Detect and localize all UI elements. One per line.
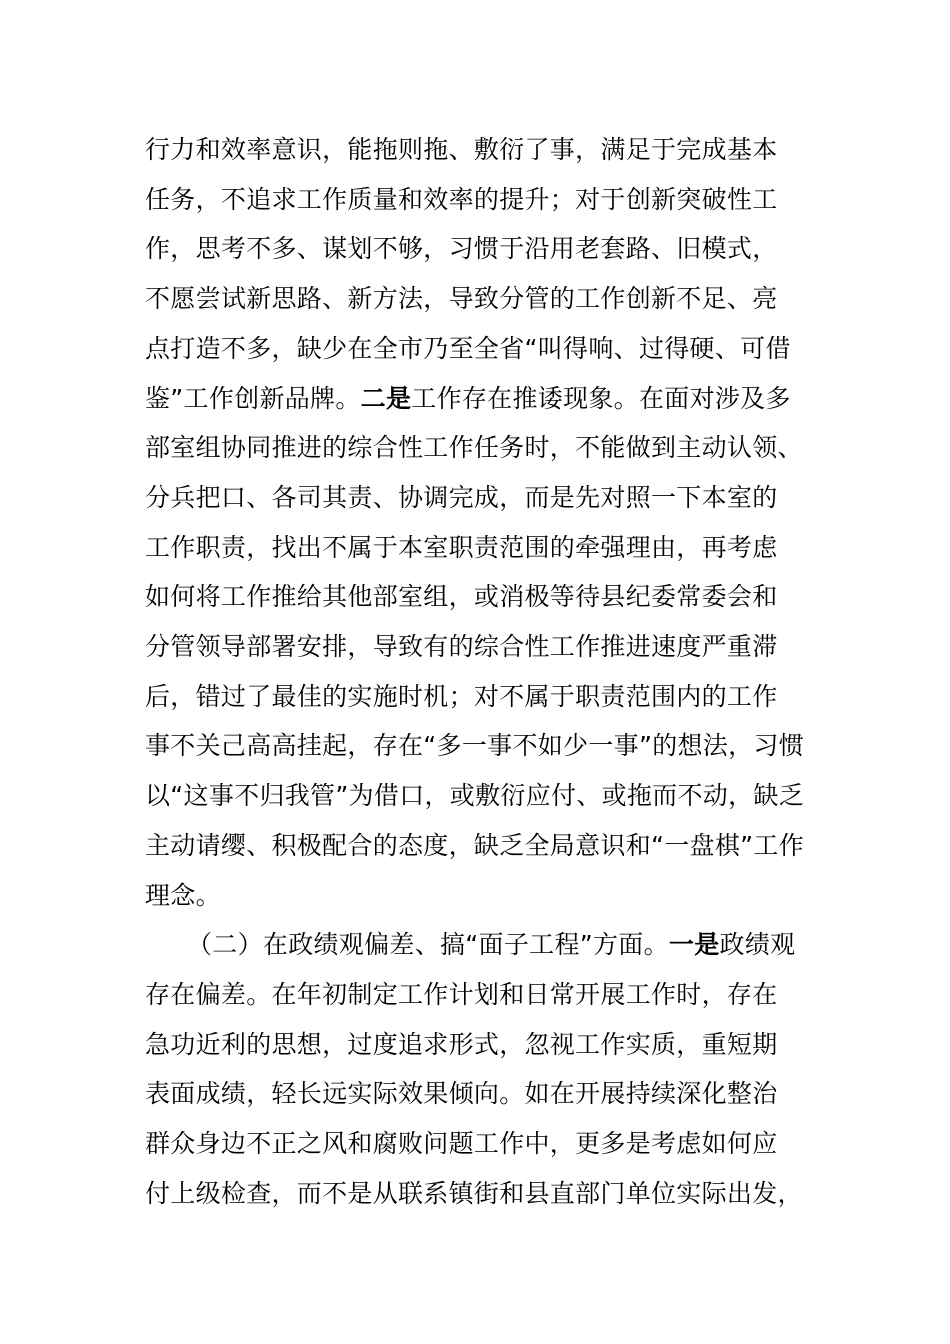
text-segment: 任务，不追求工作质量和效率的提升；对于创新突破性工 [145, 184, 778, 214]
text-segment: 行力和效率意识，能拖则拖、敷衍了事，满足于完成基本 [145, 135, 778, 164]
text-segment: 以“这事不归我管”为借口，或敷衍应付、或拖而不动，缺乏 [145, 781, 805, 811]
bold-lead-text: 一是 [668, 930, 720, 960]
text-segment: 急功近利的思想，过度追求形式，忽视工作实质，重短期 [145, 1029, 778, 1059]
text-line [145, 282, 778, 316]
text-line [145, 431, 803, 465]
text-segment: 工作存在推诿现象。在面对涉及多 [411, 383, 791, 413]
text-segment: 部室组协同推进的综合性工作任务时，不能做到主动认领、 [145, 433, 803, 463]
text-line [145, 1177, 803, 1211]
text-segment: 存在偏差。在年初制定工作计划和日常开展工作时，存在 [145, 979, 778, 1009]
text-segment: 作，思考不多、谋划不够，习惯于沿用老套路、旧模式， [145, 234, 778, 264]
text-segment: 鉴”工作创新品牌。 [145, 383, 361, 413]
text-segment: 后，错过了最佳的实施时机；对不属于职责范围内的工作 [145, 681, 778, 711]
text-line [145, 531, 778, 565]
text-line [145, 1077, 778, 1111]
text-segment: 工作职责，找出不属于本室职责范围的牵强理由，再考虑 [145, 532, 778, 562]
text-segment: 分管领导部署安排，导致有的综合性工作推进速度严重滞 [145, 632, 778, 661]
text-segment: 点打造不多，缺少在全市乃至全省“叫得响、过得硬、可借 [145, 333, 791, 363]
text-line [145, 729, 804, 763]
text-line [145, 382, 791, 416]
text-segment: 主动请缨、积极配合的态度，缺乏全局意识和“一盘棋”工作 [145, 830, 805, 860]
text-line [145, 133, 778, 167]
text-segment: 理念。 [145, 880, 221, 910]
text-segment: 不愿尝试新思路、新方法，导致分管的工作创新不足、亮 [145, 284, 778, 314]
text-segment: 如何将工作推给其他部室组，或消极等待县纪委常委会和 [145, 582, 778, 612]
text-line [145, 680, 778, 714]
text-line [145, 630, 778, 664]
text-line [187, 928, 795, 962]
text-line [145, 183, 778, 217]
text-line [145, 580, 778, 614]
text-segment: 付上级检查，而不是从联系镇街和县直部门单位实际出发， [145, 1178, 803, 1208]
bold-lead-text: 二是 [360, 383, 412, 413]
text-segment: 事不关己高高挂起，存在“多一事不如少一事”的想法，习惯 [145, 731, 805, 761]
text-segment: 政绩观 [719, 930, 796, 960]
text-line [145, 481, 778, 515]
text-line [145, 1127, 778, 1161]
text-line [145, 978, 778, 1012]
text-line [145, 332, 791, 366]
text-segment: 群众身边不正之风和腐败问题工作中，更多是考虑如何应 [145, 1129, 778, 1158]
text-line [145, 1028, 778, 1062]
text-line [145, 232, 778, 266]
text-line [145, 829, 804, 863]
text-line [145, 779, 804, 813]
text-segment: 表面成绩，轻长远实际效果倾向。如在开展持续深化整治 [145, 1079, 778, 1109]
text-segment: （二）在政绩观偏差、搞“面子工程”方面。 [187, 930, 669, 960]
text-line [145, 879, 221, 913]
text-segment: 分兵把口、各司其责、协调完成，而是先对照一下本室的 [145, 482, 778, 512]
